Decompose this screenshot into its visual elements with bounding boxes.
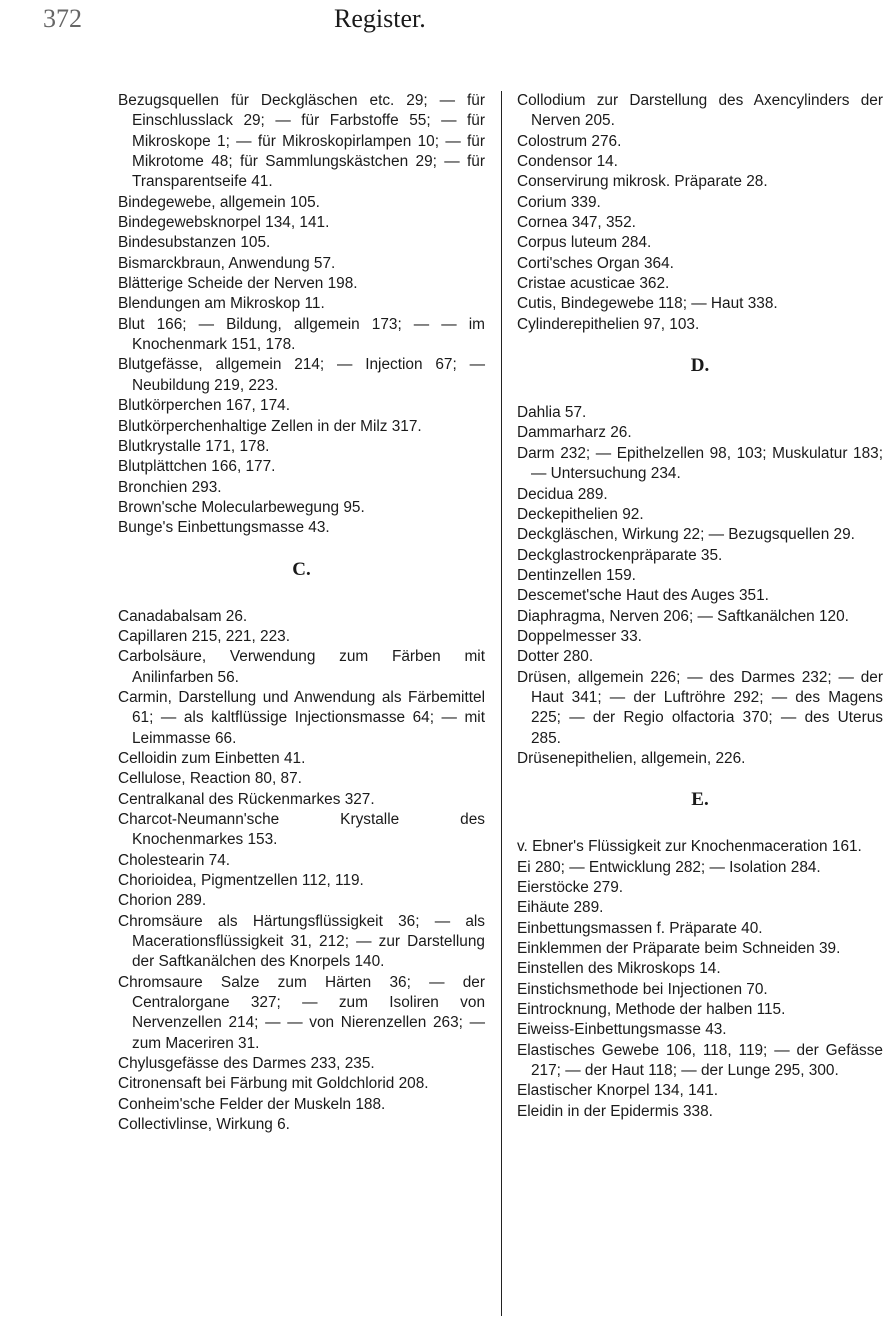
index-entry: Celloidin zum Einbetten 41. xyxy=(118,749,306,767)
index-entry: Darm 232; — Epithelzellen 98, 103; Muskulatur 183; — Untersuchung 234. xyxy=(517,444,883,483)
index-entry: Bindegewebsknorpel 134, 141. xyxy=(118,214,330,232)
index-entry: Cornea 347, 352. xyxy=(517,214,636,232)
entries-c-list xyxy=(118,607,485,1136)
section-letter: C. xyxy=(292,558,311,580)
index-entry: Blutkrystalle 171, 178. xyxy=(118,437,270,455)
index-entry: Corium 339. xyxy=(517,193,601,211)
column-divider xyxy=(501,91,502,1316)
index-entry: Collodium zur Darstellung des Axencylinders der Nerven 205. xyxy=(517,92,883,130)
section-spacer xyxy=(517,810,883,837)
left-index-column xyxy=(118,91,485,1136)
index-entry: Elastischer Knorpel 134, 141. xyxy=(517,1082,719,1100)
index-entry: Bindesubstanzen 105. xyxy=(118,234,271,252)
index-entry: Bunge's Einbettungsmasse 43. xyxy=(118,519,330,537)
right-index-column xyxy=(517,91,883,1122)
index-entry: Ei 280; — Entwicklung 282; — Isolation 284. xyxy=(517,858,821,876)
index-entry: Descemet'sche Haut des Auges 351. xyxy=(517,587,769,605)
index-entry: Cutis, Bindegewebe 118; — Haut 338. xyxy=(517,295,778,313)
index-entry: Canadabalsam 26. xyxy=(118,607,248,625)
entries-c-continued-list xyxy=(517,91,883,335)
index-entry: Eleidin in der Epidermis 338. xyxy=(517,1102,713,1120)
index-entry: Eintrocknung, Methode der halben 115. xyxy=(517,1001,786,1019)
index-entry: Eihäute 289. xyxy=(517,899,604,917)
section-letter: E. xyxy=(691,789,709,811)
section-heading-c xyxy=(118,539,485,580)
index-entry: Cellulose, Reaction 80, 87. xyxy=(118,770,302,788)
index-entry: Blutkörperchenhaltige Zellen in der Milz 317. xyxy=(118,417,422,435)
index-entry: Einklemmen der Präparate beim Schneiden 39. xyxy=(517,940,841,958)
index-entry: Cylinderepithelien 97, 103. xyxy=(517,315,700,333)
index-entry: Blutkörperchen 167, 174. xyxy=(118,397,290,415)
index-entry: Carbolsäure, Verwendung zum Färben mit Anilinfarben 56. xyxy=(118,648,485,686)
index-entry: Cholestearin 74. xyxy=(118,851,231,869)
index-entry: Chorioidea, Pigmentzellen 112, 119. xyxy=(118,872,364,890)
index-entry: Condensor 14. xyxy=(517,153,618,171)
index-entry: Deckepithelien 92. xyxy=(517,505,644,523)
index-entry: Einstichsmethode bei Injectionen 70. xyxy=(517,980,768,998)
index-entry: Bronchien 293. xyxy=(118,478,222,496)
index-entry: Corpus luteum 284. xyxy=(517,234,652,252)
index-entry: v. Ebner's Flüssigkeit zur Knochenmaceration 161. xyxy=(517,838,862,856)
index-entry: Colostrum 276. xyxy=(517,132,622,150)
index-entry: Drüsenepithelien, allgemein, 226. xyxy=(517,749,746,767)
index-entry: Carmin, Darstellung und Anwendung als Färbemittel 61; — als kaltflüssige Injectionsmasse 64; — mit Leimmasse 66. xyxy=(118,688,485,747)
running-title: Register. xyxy=(334,4,426,33)
index-entry: Drüsen, allgemein 226; — des Darmes 232; — der Haut 341; — der Luftröhre 292; — des Magens 225; — der Regio olfactoria 370; — des Uterus 285. xyxy=(517,668,883,747)
section-heading-d xyxy=(517,335,883,376)
entries-e-list xyxy=(517,837,883,1122)
section-spacer xyxy=(118,580,485,607)
index-entry: Chorion 289. xyxy=(118,892,207,910)
index-entry: Chylusgefässe des Darmes 233, 235. xyxy=(118,1055,375,1073)
index-entry: Charcot-Neumann'sche Krystalle des Knochenmarkes 153. xyxy=(118,811,485,849)
page-number: 372 xyxy=(43,4,82,33)
index-entry: Deckgläschen, Wirkung 22; — Bezugsquellen 29. xyxy=(517,526,855,544)
index-entry: Doppelmesser 33. xyxy=(517,627,642,645)
index-entry: Blutplättchen 166, 177. xyxy=(118,458,276,476)
index-entry: Bezugsquellen für Deckgläschen etc. 29; — für Einschlusslack 29; — für Farbstoffe 55; — für Mikroskope 1; — für Mikroskopirlampen 10; — für Mikrotome 48; für Sammlungskästchen 29; — für Transparentseife 41. xyxy=(118,92,485,191)
index-entry: Einbettungsmassen f. Präparate 40. xyxy=(517,919,763,937)
section-letter: D. xyxy=(690,355,710,377)
section-spacer xyxy=(517,376,883,403)
index-entry: Corti'sches Organ 364. xyxy=(517,254,674,272)
section-heading-e xyxy=(517,769,883,810)
index-entry: Deckglastrockenpräparate 35. xyxy=(517,546,723,564)
index-entry: Eierstöcke 279. xyxy=(517,879,624,896)
index-entry: Blutgefässe, allgemein 214; — Injection 67; — Neubildung 219, 223. xyxy=(118,356,485,394)
index-entry: Brown'sche Molecularbewegung 95. xyxy=(118,498,365,516)
page-header xyxy=(0,0,801,40)
index-entry: Diaphragma, Nerven 206; — Saftkanälchen 120. xyxy=(517,607,849,625)
entries-d-list xyxy=(517,403,883,769)
index-entry: Dentinzellen 159. xyxy=(517,566,636,584)
entries-b-list xyxy=(118,91,485,539)
index-entry: Dammarharz 26. xyxy=(517,424,632,442)
index-entry: Eiweiss-Einbettungsmasse 43. xyxy=(517,1021,727,1039)
index-entry: Dahlia 57. xyxy=(517,404,587,422)
index-entry: Blendungen am Mikroskop 11. xyxy=(118,295,325,313)
index-entry: Dotter 280. xyxy=(517,648,594,666)
index-entry: Blätterige Scheide der Nerven 198. xyxy=(118,275,358,293)
index-entry: Blut 166; — Bildung, allgemein 173; — — im Knochenmark 151, 178. xyxy=(118,315,485,354)
index-entry: Collectivlinse, Wirkung 6. xyxy=(118,1116,290,1134)
index-entry: Decidua 289. xyxy=(517,485,608,503)
index-entry: Capillaren 215, 221, 223. xyxy=(118,627,290,645)
index-entry: Cristae acusticae 362. xyxy=(517,275,670,293)
index-entry: Chromsaure Salze zum Härten 36; — der Centralorgane 327; — zum Isoliren von Nervenzellen 214; — — von Nierenzellen 263; — zum Maceriren 31. xyxy=(118,973,485,1052)
index-entry: Elastisches Gewebe 106, 118, 119; — der Gefässe 217; — der Haut 118; — der Lunge 295, 300. xyxy=(517,1041,883,1080)
index-entry: Chromsäure als Härtungsflüssigkeit 36; — als Macerationsflüssigkeit 31, 212; — zur Darstellung der Saftkanälchen des Knorpels 140. xyxy=(118,912,485,971)
index-entry: Conheim'sche Felder der Muskeln 188. xyxy=(118,1095,386,1113)
index-entry: Einstellen des Mikroskops 14. xyxy=(517,960,721,978)
index-entry: Bismarckbraun, Anwendung 57. xyxy=(118,254,336,272)
index-entry: Bindegewebe, allgemein 105. xyxy=(118,193,320,211)
index-entry: Citronensaft bei Färbung mit Goldchlorid 208. xyxy=(118,1075,429,1093)
index-entry: Conservirung mikrosk. Präparate 28. xyxy=(517,173,768,191)
index-entry: Centralkanal des Rückenmarkes 327. xyxy=(118,790,375,808)
